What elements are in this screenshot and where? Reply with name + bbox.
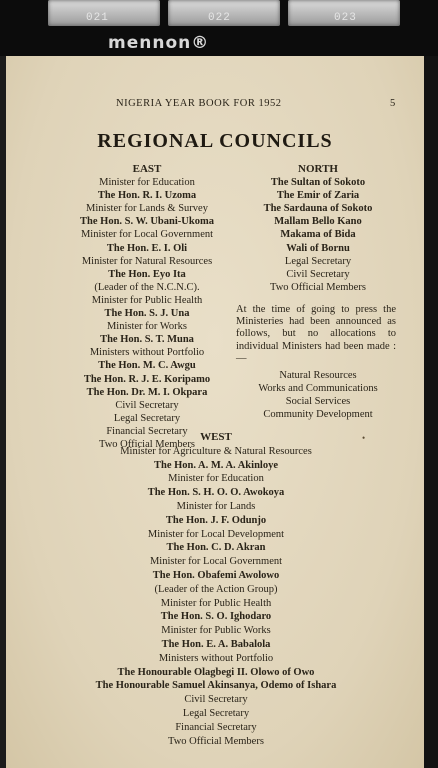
west-list (66, 445, 366, 749)
list-item: Civil Secretary (115, 399, 179, 411)
list-item: Financial Secretary (106, 425, 188, 437)
list-item: The Hon. S. J. Una (104, 308, 190, 320)
film-brand-logo: mennon® (108, 33, 210, 53)
list-item: Two Official Members (270, 281, 366, 293)
book-page (6, 56, 424, 768)
list-item: The Hon. S. H. O. O. Awokoya (147, 487, 285, 499)
list-item: Works and Communications (258, 383, 378, 395)
running-head: NIGERIA YEAR BOOK FOR 1952 (116, 98, 282, 109)
list-item: Natural Resources (279, 370, 357, 381)
list-item: The Hon. M. C. Awgu (98, 360, 196, 372)
list-item: The Honourable Samuel Akinsanya, Odemo of Ishara (95, 680, 337, 692)
list-item: Minister for Local Government (80, 229, 214, 241)
list-item: The Hon. Obafemi Awolowo (152, 569, 280, 581)
list-item: Minister for Education (168, 473, 264, 485)
list-item: Mallam Bello Kano (274, 216, 362, 228)
list-item: Minister for Public Health (160, 597, 272, 609)
list-item: Minister for Works (106, 321, 188, 333)
list-item: Legal Secretary (182, 707, 250, 719)
list-item: Two Official Members (99, 438, 195, 450)
west-heading: WEST (200, 431, 232, 443)
list-item: (Leader of the N.C.N.C). (94, 281, 200, 293)
list-item: Social Services (285, 396, 351, 408)
list-item: The Hon. S. T. Muna (100, 334, 194, 346)
list-item: Minister for Public Works (161, 625, 271, 637)
list-item: Minister for Lands (176, 500, 256, 512)
list-item: Two Official Members (168, 735, 264, 747)
north-portfolios (232, 369, 404, 421)
list-item: The Emir of Zaria (276, 190, 360, 202)
east-heading: EAST (132, 163, 162, 175)
north-note: At the time of going to press the Ministeries had been announced as follows, but no allocations to individual Ministers had been made :— (236, 304, 396, 364)
frame-number-1: 021 (86, 12, 109, 24)
north-heading: NORTH (298, 163, 338, 175)
list-item: The Hon. A. M. A. Akinloye (154, 459, 278, 471)
list-item: Legal Secretary (284, 255, 352, 267)
north-column (232, 163, 404, 294)
list-item: Minister for Agriculture & Natural Resources (120, 445, 312, 457)
list-item: The Hon. Dr. M. I. Okpara (86, 386, 208, 398)
east-column (54, 163, 240, 451)
frame-number-3: 023 (334, 12, 357, 24)
list-item: Minister for Public Health (91, 294, 203, 306)
list-item: Ministers without Portfolio (158, 652, 274, 664)
print-speck: • (362, 433, 366, 443)
microfilm-strip (0, 0, 438, 56)
west-column (66, 431, 366, 748)
list-item: The Sultan of Sokoto (270, 177, 366, 189)
list-item: The Hon. J. F. Odunjo (165, 514, 267, 526)
list-item: (Leader of the Action Group) (154, 583, 278, 595)
list-item: The Hon. E. I. Oli (106, 242, 188, 254)
list-item: Minister for Natural Resources (81, 255, 213, 267)
list-item: Ministers without Portfolio (89, 347, 205, 359)
list-item: The Hon. C. D. Akran (166, 542, 266, 554)
list-item: Makama of Bida (280, 229, 356, 241)
list-item: Legal Secretary (113, 412, 181, 424)
list-item: Financial Secretary (175, 721, 257, 733)
page-title: REGIONAL COUNCILS (97, 130, 333, 152)
list-item: The Hon. S. O. Ighodaro (160, 611, 272, 623)
list-item: Minister for Local Government (149, 556, 283, 568)
list-item: Wali of Bornu (286, 242, 350, 254)
list-item: The Hon. R. I. Uzoma (97, 190, 197, 202)
list-item: The Hon. E. A. Babalola (161, 638, 271, 650)
east-list (54, 176, 240, 451)
list-item: Community Development (263, 409, 373, 421)
list-item: Minister for Lands & Survey (86, 203, 208, 215)
list-item: The Hon. Eyo Ita (108, 268, 186, 280)
list-item: The Honourable Olagbegi II. Olowo of Owo (117, 666, 315, 678)
list-item: The Hon. S. W. Ubani-Ukoma (80, 216, 214, 228)
frame-number-2: 022 (208, 12, 231, 24)
page-number: 5 (390, 98, 396, 109)
list-item: Minister for Education (99, 177, 195, 189)
list-item: Minister for Local Development (147, 528, 285, 540)
list-item: The Hon. R. J. E. Koripamo (83, 373, 211, 385)
page-header (6, 98, 424, 114)
right-border (424, 56, 438, 768)
list-item: Civil Secretary (286, 268, 350, 280)
list-item: The Sardauna of Sokoto (263, 203, 373, 215)
list-item: Civil Secretary (184, 694, 248, 706)
north-portfolio-list (232, 369, 404, 421)
north-list (232, 176, 404, 294)
